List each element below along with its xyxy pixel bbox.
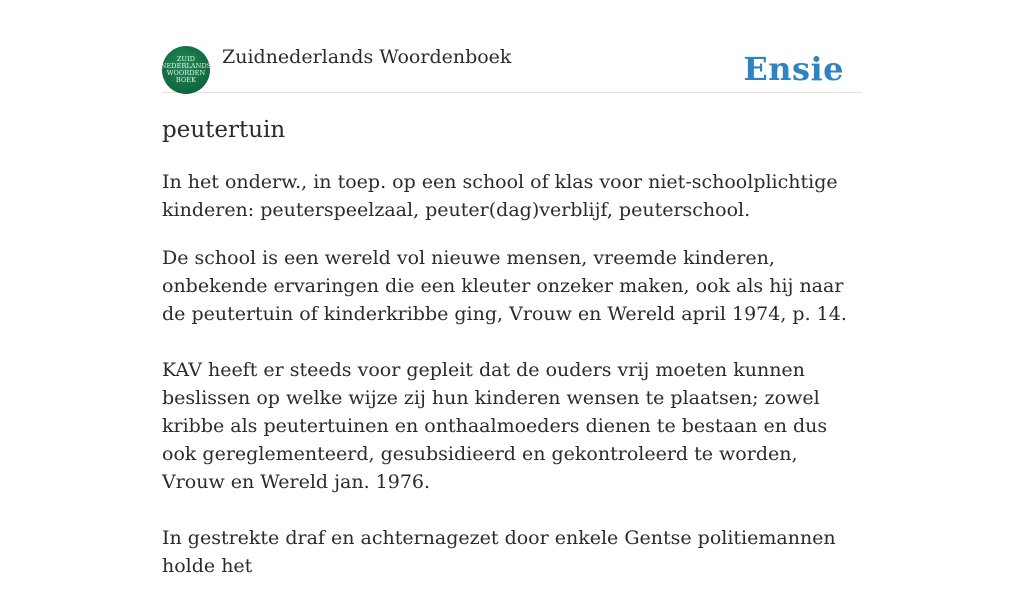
site-title-link[interactable]: Zuidnederlands Woordenboek [222,46,512,68]
zuidnederlands-woordenboek-logo[interactable] [162,46,210,94]
entry-headword: peutertuin [162,117,286,143]
logo-line: BOEK [175,76,197,84]
logo-line: ZUID [176,55,196,63]
logo-line: NEDERLANDS [160,62,212,70]
site-header [162,46,862,93]
entry-quote: KAV heeft er steeds voor gepleit dat de ouders vrij moeten kunnen beslissen op welke wijze zij hun kinderen wensen te plaatsen; zowel kribbe als peutertuinen en onthaalmoeders dienen te bestaan en dus ook gereglementeerd, gesubsidieerd en gekontroleerd te worden, Vrouw en Wereld jan. 1976. [162,359,828,493]
entry-quote: In gestrekte draf en achternagezet door enkele Gentse politiemannen holde het [162,527,836,577]
ensie-brand-link[interactable]: Ensie [743,50,844,88]
entry-definition: In het onderw., in toep. op een school of klas voor niet-schoolplichtige kinderen: peuterspeelzaal, peuter(dag)verblijf, peuterschool. [162,171,838,221]
logo-line: WOORDEN [166,69,206,77]
entry-quote: De school is een wereld vol nieuwe mensen, vreemde kinderen, onbekende ervaringen die een kleuter onzeker maken, ook als hij naar de peutertuin of kinderkribbe ging, Vrouw en Wereld april 1974, p. 14. [162,247,847,325]
entry-content [162,112,862,608]
